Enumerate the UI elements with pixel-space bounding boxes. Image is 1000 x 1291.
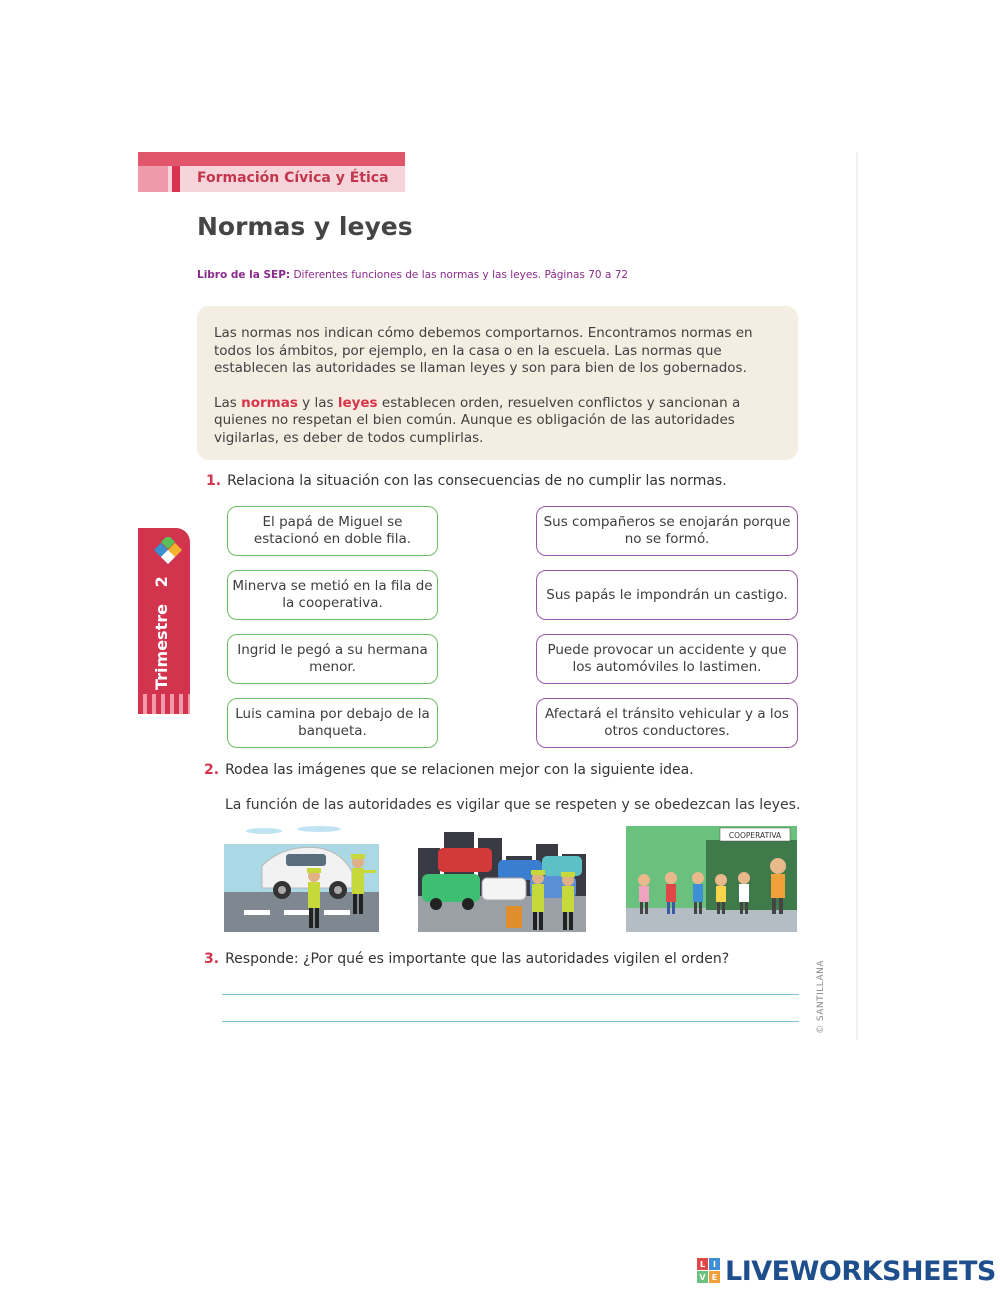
situation-card[interactable]: Minerva se metió en la fila de la cooperativa. bbox=[227, 570, 438, 620]
question-number: 1. bbox=[206, 473, 222, 489]
copyright-notice: © SANTILLANA bbox=[816, 959, 826, 1034]
situation-card[interactable]: Ingrid le pegó a su hermana menor. bbox=[227, 634, 438, 684]
book-reference-text: Diferentes funciones de las normas y las leyes. Páginas 70 a 72 bbox=[293, 269, 629, 281]
header-stripe bbox=[172, 166, 180, 192]
info-box bbox=[197, 306, 798, 460]
page-edge bbox=[856, 152, 858, 1040]
question-text: Responde: ¿Por qué es importante que las autoridades vigilen el orden? bbox=[225, 951, 730, 967]
consequence-card[interactable]: Sus papás le impondrán un castigo. bbox=[536, 570, 798, 620]
highlight-normas: normas bbox=[241, 394, 298, 411]
question-2 bbox=[204, 762, 694, 778]
illustration-traffic-officers[interactable] bbox=[224, 826, 379, 932]
idea-statement: La función de las autoridades es vigilar que se respeten y se obedezcan las leyes. bbox=[225, 797, 801, 813]
book-reference-label: Libro de la SEP: bbox=[197, 269, 291, 281]
svg-text:L: L bbox=[699, 1260, 706, 1269]
question-3 bbox=[204, 951, 729, 967]
trimester-number: 2 bbox=[152, 576, 171, 588]
trimester-tab-stripes bbox=[138, 694, 190, 714]
question-text: Relaciona la situación con las consecuencias de no cumplir las normas. bbox=[227, 473, 727, 489]
page-title: Normas y leyes bbox=[197, 212, 413, 241]
answer-line[interactable] bbox=[222, 994, 799, 995]
situation-card[interactable]: El papá de Miguel se estacionó en doble fila. bbox=[227, 506, 438, 556]
answer-line[interactable] bbox=[222, 1021, 799, 1022]
question-text: Rodea las imágenes que se relacionen mejor con la siguiente idea. bbox=[225, 762, 694, 778]
liveworksheets-wordmark: LIVEWORKSHEETS bbox=[725, 1255, 996, 1287]
svg-text:E: E bbox=[711, 1273, 718, 1282]
consequence-card[interactable]: Puede provocar un accidente y que los automóviles lo lastimen. bbox=[536, 634, 798, 684]
book-reference bbox=[197, 269, 628, 281]
info-paragraph-2: Las normas y las leyes establecen orden, resuelven conflictos y sancionan a quienes no respetan el bien común. Aunque es obligación de las autoridades vigilarlas, es deber de todos cumplirlas. bbox=[214, 394, 741, 446]
header-stripe bbox=[138, 166, 168, 192]
svg-text:I: I bbox=[713, 1260, 716, 1269]
question-number: 3. bbox=[204, 951, 220, 967]
question-number: 2. bbox=[204, 762, 220, 778]
situation-card[interactable]: Luis camina por debajo de la banqueta. bbox=[227, 698, 438, 748]
cooperativa-sign: COOPERATIVA bbox=[728, 831, 782, 840]
svg-text:V: V bbox=[699, 1273, 706, 1282]
consequence-card[interactable]: Afectará el tránsito vehicular y a los otros conductores. bbox=[536, 698, 798, 748]
question-1 bbox=[206, 473, 727, 489]
highlight-leyes: leyes bbox=[337, 394, 378, 411]
illustration-traffic-jam[interactable] bbox=[418, 826, 586, 932]
liveworksheets-logo bbox=[697, 1256, 996, 1286]
trimester-label: Trimestre 2 bbox=[152, 576, 171, 690]
header-banner bbox=[138, 152, 405, 166]
liveworksheets-badge-icon bbox=[697, 1258, 721, 1284]
consequence-card[interactable]: Sus compañeros se enojarán porque no se formó. bbox=[536, 506, 798, 556]
subject-label: Formación Cívica y Ética bbox=[197, 170, 389, 186]
info-paragraph-1: Las normas nos indican cómo debemos comportarnos. Encontramos normas en todos los ámbitos, por ejemplo, en la casa o en la escuela. Las normas que establecen las autoridades se llaman leyes y son para bien de los gobernados. bbox=[214, 325, 753, 376]
illustration-cooperative-line[interactable] bbox=[626, 826, 797, 932]
